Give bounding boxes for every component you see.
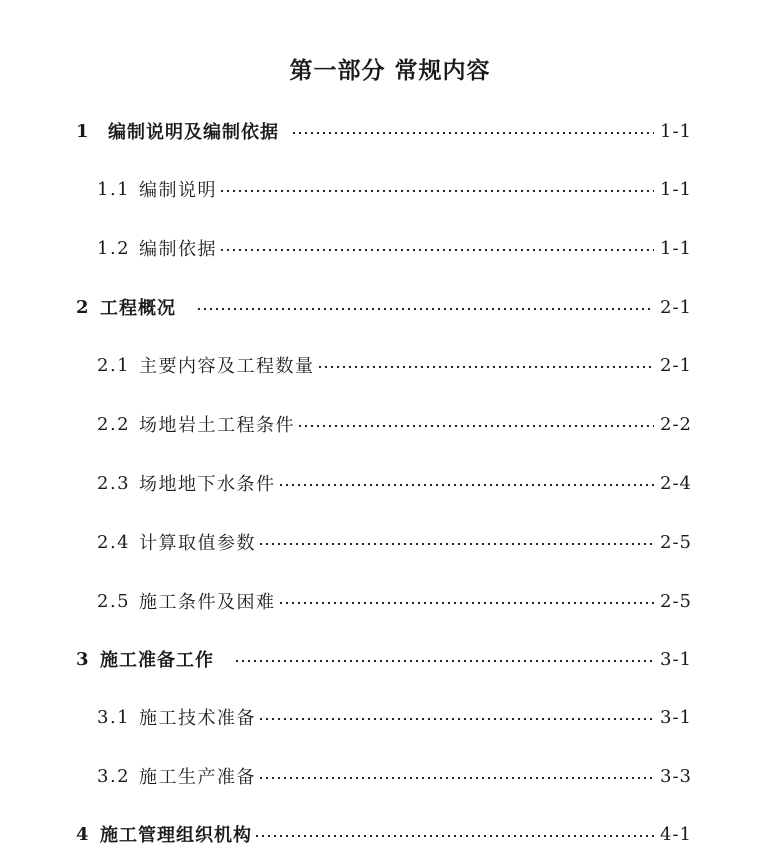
toc-number: 2	[76, 296, 90, 318]
toc-title: 施工条件及困难	[139, 592, 276, 613]
toc-title: 工程概况	[100, 298, 176, 319]
toc-title: 计算取值参数	[139, 533, 256, 554]
toc-entry[interactable]	[97, 233, 692, 263]
toc-entry[interactable]	[97, 468, 692, 498]
toc-page-number: 2-5	[660, 531, 692, 553]
toc-number: 2.2	[97, 413, 131, 435]
toc-entry[interactable]	[97, 586, 692, 616]
toc-page-number: 3-3	[660, 765, 692, 787]
toc-dot-leader	[254, 835, 654, 837]
toc-entry[interactable]	[76, 116, 692, 146]
toc-dot-leader	[219, 249, 654, 251]
toc-page-number: 3-1	[660, 706, 692, 728]
toc-entry[interactable]	[76, 644, 692, 674]
toc-number: 2.4	[97, 531, 131, 553]
toc-title: 编制说明	[139, 180, 217, 201]
toc-entry[interactable]	[97, 527, 692, 557]
toc-number: 2.1	[97, 354, 131, 376]
toc-number: 3.1	[97, 706, 131, 728]
toc-page-number: 1-1	[660, 120, 692, 142]
toc-number: 2.3	[97, 472, 131, 494]
toc-title: 施工技术准备	[139, 708, 256, 729]
toc-dot-leader	[196, 308, 654, 310]
toc-entry[interactable]	[97, 702, 692, 732]
toc-title: 施工准备工作	[100, 650, 214, 671]
toc-dot-leader	[278, 602, 655, 604]
toc-dot-leader	[258, 543, 654, 545]
toc-number: 3	[76, 648, 90, 670]
toc-title: 主要内容及工程数量	[139, 356, 315, 377]
toc-page-number: 2-1	[660, 354, 692, 376]
toc-dot-leader	[219, 190, 654, 192]
toc-page-number: 2-2	[660, 413, 692, 435]
toc-number: 4	[76, 823, 90, 843]
toc-title: 编制依据	[139, 239, 217, 260]
toc-number: 1.1	[97, 178, 131, 200]
toc-title: 编制说明及编制依据	[108, 122, 279, 143]
toc-number: 2.5	[97, 590, 131, 612]
toc-page-number: 1-1	[660, 237, 692, 259]
toc-dot-leader	[278, 484, 655, 486]
toc-page-number: 2-1	[660, 296, 692, 318]
toc-number: 1	[76, 120, 90, 142]
toc-title: 施工生产准备	[139, 767, 256, 788]
toc-dot-leader	[297, 425, 654, 427]
page-title: 第一部分 常规内容	[289, 57, 491, 84]
toc-entry[interactable]	[97, 350, 692, 380]
toc-entry[interactable]	[97, 761, 692, 791]
toc-dot-leader	[317, 366, 655, 368]
toc-entry[interactable]	[97, 409, 692, 439]
toc-page-number: 2-4	[660, 472, 692, 494]
toc-page-number: 3-1	[660, 648, 692, 670]
toc-number: 1.2	[97, 237, 131, 259]
toc-page-number: 4-1	[660, 823, 692, 843]
toc-dot-leader	[258, 777, 654, 779]
toc-number: 3.2	[97, 765, 131, 787]
toc-title: 场地地下水条件	[139, 474, 276, 495]
toc-dot-leader	[291, 132, 654, 134]
toc-entry[interactable]	[76, 292, 692, 322]
toc-page-number: 1-1	[660, 178, 692, 200]
toc-entry[interactable]	[76, 819, 692, 843]
toc-page-number: 2-5	[660, 590, 692, 612]
toc-dot-leader	[234, 660, 654, 662]
toc-dot-leader	[258, 718, 654, 720]
toc-title: 施工管理组织机构	[100, 825, 252, 843]
toc-entry[interactable]	[97, 174, 692, 204]
toc-title: 场地岩土工程条件	[139, 415, 295, 436]
